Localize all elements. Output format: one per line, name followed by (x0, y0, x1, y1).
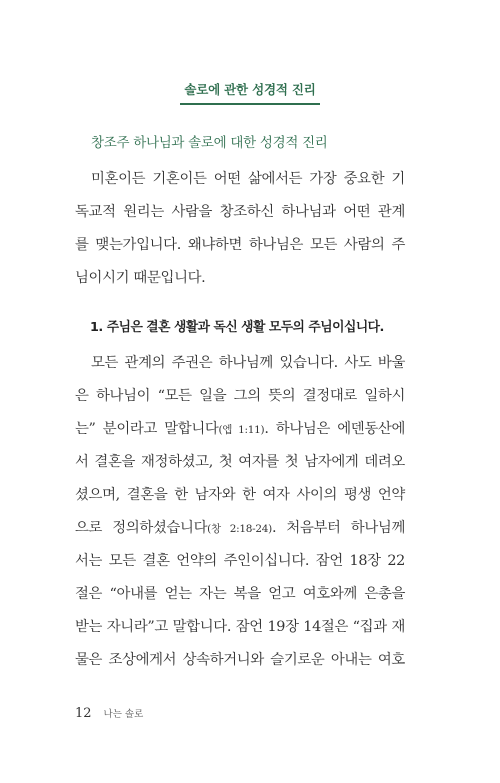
line-text: . 하나님은 에덴동산에 (264, 421, 405, 437)
paragraph-2-line: 서 결혼을 재정하셨고, 첫 여자를 첫 남자에게 데려오 (75, 454, 405, 470)
line-text: 는” 분이라고 말합니다 (75, 421, 219, 437)
page-number: 12 (75, 706, 92, 721)
paragraph-2-line: 은 하나님이 “모든 일을 그의 뜻의 결정대로 일하시 (75, 388, 405, 404)
paragraph-2-line: 절은 “아내를 얻는 자는 복을 얻고 여호와께 은총을 (75, 586, 405, 602)
paragraph-2-line (75, 513, 405, 543)
book-title: 나는 솔로 (103, 709, 144, 720)
paragraph-2-line (75, 414, 405, 444)
citation-genesis: (창 2:18-24) (207, 523, 272, 535)
paragraph-2-line: 서는 모든 결혼 언약의 주인이십니다. 잠언 18장 22 (75, 553, 405, 569)
paragraph-1-line: 님이시기 때문입니다. (75, 270, 206, 286)
paragraph-2-line: 모든 관계의 주권은 하나님께 있습니다. 사도 바울 (91, 355, 405, 371)
paragraph-2-line: 받는 자니라”고 말합니다. 잠언 19장 14절은 “집과 재 (75, 619, 405, 635)
paragraph-2-line: 셨으며, 결혼을 한 남자와 한 여자 사이의 평생 언약 (75, 487, 405, 503)
paragraph-1-line: 독교적 원리는 사람을 창조하신 하나님과 어떤 관계 (75, 204, 405, 220)
citation-ephesians: (엡 1:11) (218, 424, 265, 436)
paragraph-1-line: 미혼이든 기혼이든 어떤 삶에서든 가장 중요한 기 (91, 171, 405, 187)
paragraph-1-line: 를 맺는가입니다. 왜냐하면 하나님은 모든 사람의 주 (75, 237, 405, 253)
page-footer (75, 704, 143, 722)
paragraph-2-line: 물은 조상에게서 상속하거니와 슬기로운 아내는 여호 (75, 652, 405, 668)
subheading: 1. 주님은 결혼 생활과 독신 생활 모두의 주님이십니다. (90, 320, 384, 335)
line-text: 으로 정의하셨습니다 (75, 520, 208, 536)
section-heading: 창조주 하나님과 솔로에 대한 성경적 진리 (91, 135, 328, 151)
running-head-title: 솔로에 관한 성경적 진리 (180, 80, 319, 105)
running-head (0, 80, 500, 105)
line-text: . 처음부터 하나님께 (271, 520, 405, 536)
